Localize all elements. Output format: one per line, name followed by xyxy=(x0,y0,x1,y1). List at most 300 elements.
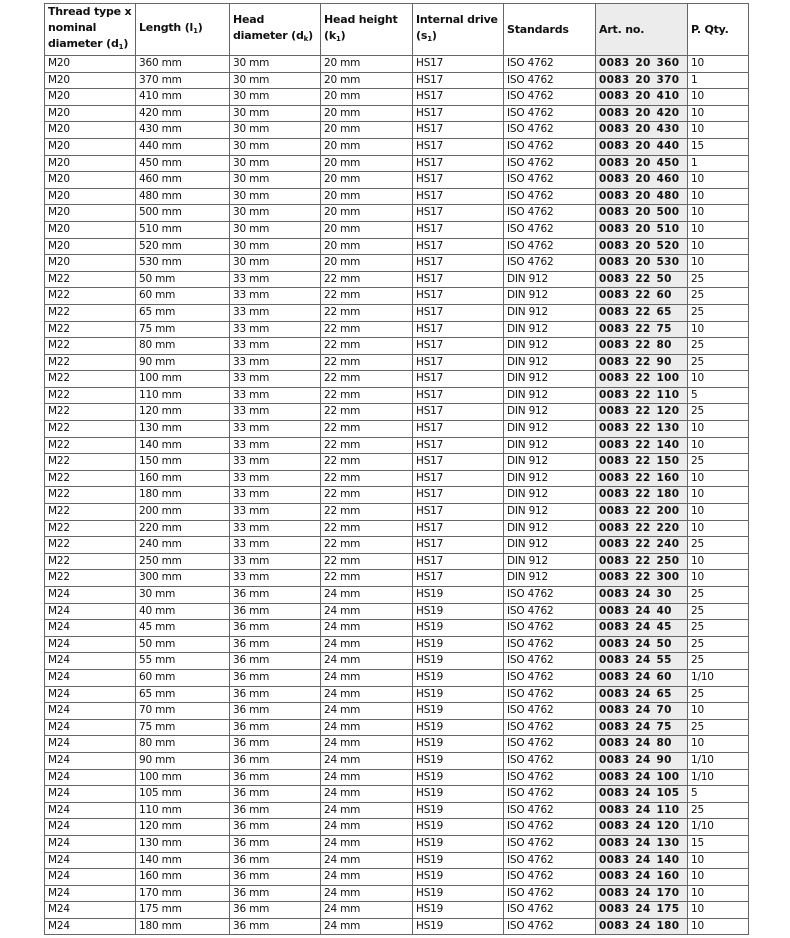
pack-qty-cell: 10 xyxy=(688,885,749,902)
internal-drive-cell: HS17 xyxy=(413,205,504,222)
header-label: Length (l xyxy=(139,21,194,34)
internal-drive-cell: HS19 xyxy=(413,869,504,886)
standards-cell: ISO 4762 xyxy=(504,902,596,919)
table-row xyxy=(45,686,749,703)
head-diameter-cell: 36 mm xyxy=(230,802,321,819)
head-diameter-cell: 30 mm xyxy=(230,155,321,172)
head-diameter-cell: 30 mm xyxy=(230,138,321,155)
thread-type-cell: M24 xyxy=(45,620,136,637)
thread-type-cell: M22 xyxy=(45,321,136,338)
standards-cell: DIN 912 xyxy=(504,553,596,570)
thread-type-cell: M24 xyxy=(45,736,136,753)
pack-qty-cell: 25 xyxy=(688,653,749,670)
head-height-cell: 22 mm xyxy=(321,288,413,305)
thread-type-cell: M24 xyxy=(45,902,136,919)
head-height-cell: 24 mm xyxy=(321,587,413,604)
standards-cell: ISO 4762 xyxy=(504,819,596,836)
length-cell: 370 mm xyxy=(136,72,230,89)
head-height-cell: 24 mm xyxy=(321,885,413,902)
pack-qty-cell: 1/10 xyxy=(688,669,749,686)
table-row xyxy=(45,852,749,869)
pack-qty-cell: 25 xyxy=(688,686,749,703)
head-height-cell: 20 mm xyxy=(321,172,413,189)
standards-cell: ISO 4762 xyxy=(504,122,596,139)
pack-qty-cell: 10 xyxy=(688,504,749,521)
head-height-cell: 24 mm xyxy=(321,620,413,637)
table-row xyxy=(45,504,749,521)
standards-cell: ISO 4762 xyxy=(504,238,596,255)
art-no-cell: 0083 24 105 xyxy=(596,786,688,803)
standards-cell: ISO 4762 xyxy=(504,221,596,238)
head-diameter-cell: 33 mm xyxy=(230,553,321,570)
head-height-cell: 24 mm xyxy=(321,603,413,620)
standards-cell: DIN 912 xyxy=(504,371,596,388)
standards-cell: ISO 4762 xyxy=(504,869,596,886)
length-cell: 450 mm xyxy=(136,155,230,172)
internal-drive-cell: HS19 xyxy=(413,587,504,604)
head-diameter-cell: 33 mm xyxy=(230,570,321,587)
head-height-cell: 22 mm xyxy=(321,537,413,554)
table-row xyxy=(45,769,749,786)
pack-qty-cell: 25 xyxy=(688,354,749,371)
art-no-cell: 0083 22 90 xyxy=(596,354,688,371)
art-no-cell: 0083 22 220 xyxy=(596,520,688,537)
thread-type-cell: M24 xyxy=(45,752,136,769)
length-cell: 45 mm xyxy=(136,620,230,637)
pack-qty-cell: 10 xyxy=(688,487,749,504)
thread-type-cell: M24 xyxy=(45,719,136,736)
standards-cell: DIN 912 xyxy=(504,487,596,504)
head-diameter-cell: 36 mm xyxy=(230,653,321,670)
head-diameter-cell: 33 mm xyxy=(230,321,321,338)
art-no-cell: 0083 24 45 xyxy=(596,620,688,637)
head-height-cell: 20 mm xyxy=(321,188,413,205)
internal-drive-cell: HS17 xyxy=(413,537,504,554)
head-diameter-cell: 30 mm xyxy=(230,72,321,89)
art-no-cell: 0083 20 410 xyxy=(596,89,688,106)
art-no-cell: 0083 22 160 xyxy=(596,470,688,487)
length-cell: 420 mm xyxy=(136,105,230,122)
thread-type-cell: M24 xyxy=(45,918,136,935)
head-diameter-cell: 36 mm xyxy=(230,669,321,686)
header-subscript: k xyxy=(303,35,309,43)
art-no-cell: 0083 24 175 xyxy=(596,902,688,919)
head-height-cell: 20 mm xyxy=(321,138,413,155)
length-cell: 500 mm xyxy=(136,205,230,222)
internal-drive-cell: HS19 xyxy=(413,653,504,670)
internal-drive-cell: HS17 xyxy=(413,172,504,189)
head-height-cell: 22 mm xyxy=(321,421,413,438)
art-no-cell: 0083 20 360 xyxy=(596,56,688,73)
internal-drive-cell: HS17 xyxy=(413,520,504,537)
table-row xyxy=(45,902,749,919)
header-suffix: ) xyxy=(123,37,129,50)
length-cell: 50 mm xyxy=(136,636,230,653)
internal-drive-cell: HS19 xyxy=(413,852,504,869)
head-height-cell: 24 mm xyxy=(321,869,413,886)
length-cell: 50 mm xyxy=(136,271,230,288)
internal-drive-cell: HS19 xyxy=(413,769,504,786)
thread-type-cell: M22 xyxy=(45,454,136,471)
pack-qty-cell: 10 xyxy=(688,852,749,869)
standards-cell: ISO 4762 xyxy=(504,56,596,73)
table-row xyxy=(45,553,749,570)
standards-cell: ISO 4762 xyxy=(504,719,596,736)
thread-type-cell: M20 xyxy=(45,238,136,255)
head-diameter-cell: 33 mm xyxy=(230,470,321,487)
head-diameter-cell: 33 mm xyxy=(230,421,321,438)
length-cell: 430 mm xyxy=(136,122,230,139)
length-cell: 90 mm xyxy=(136,752,230,769)
standards-cell: DIN 912 xyxy=(504,570,596,587)
internal-drive-cell: HS19 xyxy=(413,802,504,819)
internal-drive-cell: HS17 xyxy=(413,72,504,89)
head-height-cell: 20 mm xyxy=(321,72,413,89)
thread-type-cell: M20 xyxy=(45,89,136,106)
pack-qty-cell: 25 xyxy=(688,271,749,288)
table-row xyxy=(45,354,749,371)
header-internal-drive xyxy=(413,4,504,56)
standards-cell: ISO 4762 xyxy=(504,835,596,852)
length-cell: 105 mm xyxy=(136,786,230,803)
head-diameter-cell: 33 mm xyxy=(230,537,321,554)
length-cell: 150 mm xyxy=(136,454,230,471)
table-row xyxy=(45,454,749,471)
art-no-cell: 0083 22 65 xyxy=(596,304,688,321)
thread-type-cell: M24 xyxy=(45,852,136,869)
internal-drive-cell: HS17 xyxy=(413,288,504,305)
art-no-cell: 0083 22 110 xyxy=(596,387,688,404)
table-row xyxy=(45,918,749,935)
table-row xyxy=(45,221,749,238)
art-no-cell: 0083 20 430 xyxy=(596,122,688,139)
header-suffix: ) xyxy=(431,29,437,42)
thread-type-cell: M22 xyxy=(45,553,136,570)
length-cell: 530 mm xyxy=(136,255,230,272)
head-diameter-cell: 36 mm xyxy=(230,835,321,852)
table-row xyxy=(45,404,749,421)
standards-cell: ISO 4762 xyxy=(504,686,596,703)
internal-drive-cell: HS17 xyxy=(413,89,504,106)
art-no-cell: 0083 24 40 xyxy=(596,603,688,620)
length-cell: 175 mm xyxy=(136,902,230,919)
table-row xyxy=(45,669,749,686)
length-cell: 160 mm xyxy=(136,869,230,886)
standards-cell: ISO 4762 xyxy=(504,172,596,189)
head-diameter-cell: 30 mm xyxy=(230,205,321,222)
internal-drive-cell: HS17 xyxy=(413,188,504,205)
head-diameter-cell: 30 mm xyxy=(230,122,321,139)
table-row xyxy=(45,537,749,554)
head-height-cell: 20 mm xyxy=(321,155,413,172)
standards-cell: DIN 912 xyxy=(504,271,596,288)
head-diameter-cell: 33 mm xyxy=(230,338,321,355)
header-row xyxy=(45,4,749,56)
header-suffix: ) xyxy=(197,21,203,34)
standards-cell: DIN 912 xyxy=(504,288,596,305)
thread-type-cell: M20 xyxy=(45,72,136,89)
art-no-cell: 0083 22 140 xyxy=(596,437,688,454)
art-no-cell: 0083 24 90 xyxy=(596,752,688,769)
header-length xyxy=(136,4,230,56)
pack-qty-cell: 10 xyxy=(688,470,749,487)
head-diameter-cell: 30 mm xyxy=(230,238,321,255)
pack-qty-cell: 10 xyxy=(688,238,749,255)
head-height-cell: 22 mm xyxy=(321,387,413,404)
pack-qty-cell: 25 xyxy=(688,404,749,421)
thread-type-cell: M20 xyxy=(45,105,136,122)
head-height-cell: 24 mm xyxy=(321,636,413,653)
thread-type-cell: M22 xyxy=(45,271,136,288)
internal-drive-cell: HS17 xyxy=(413,122,504,139)
head-height-cell: 24 mm xyxy=(321,703,413,720)
pack-qty-cell: 25 xyxy=(688,636,749,653)
length-cell: 200 mm xyxy=(136,504,230,521)
length-cell: 160 mm xyxy=(136,470,230,487)
internal-drive-cell: HS19 xyxy=(413,620,504,637)
length-cell: 510 mm xyxy=(136,221,230,238)
header-art-no xyxy=(596,4,688,56)
pack-qty-cell: 10 xyxy=(688,736,749,753)
header-label: P. Qty. xyxy=(691,22,729,36)
head-diameter-cell: 36 mm xyxy=(230,918,321,935)
head-height-cell: 22 mm xyxy=(321,404,413,421)
pack-qty-cell: 25 xyxy=(688,603,749,620)
table-row xyxy=(45,255,749,272)
thread-type-cell: M22 xyxy=(45,570,136,587)
length-cell: 80 mm xyxy=(136,338,230,355)
pack-qty-cell: 10 xyxy=(688,188,749,205)
pack-qty-cell: 10 xyxy=(688,553,749,570)
internal-drive-cell: HS17 xyxy=(413,238,504,255)
head-diameter-cell: 36 mm xyxy=(230,603,321,620)
table-row xyxy=(45,89,749,106)
thread-type-cell: M22 xyxy=(45,487,136,504)
table-row xyxy=(45,387,749,404)
thread-type-cell: M20 xyxy=(45,155,136,172)
table-row xyxy=(45,105,749,122)
thread-type-cell: M20 xyxy=(45,255,136,272)
length-cell: 220 mm xyxy=(136,520,230,537)
standards-cell: ISO 4762 xyxy=(504,587,596,604)
standards-cell: DIN 912 xyxy=(504,437,596,454)
head-height-cell: 20 mm xyxy=(321,221,413,238)
art-no-cell: 0083 24 170 xyxy=(596,885,688,902)
pack-qty-cell: 10 xyxy=(688,869,749,886)
internal-drive-cell: HS17 xyxy=(413,354,504,371)
length-cell: 520 mm xyxy=(136,238,230,255)
thread-type-cell: M24 xyxy=(45,653,136,670)
length-cell: 180 mm xyxy=(136,918,230,935)
head-diameter-cell: 33 mm xyxy=(230,404,321,421)
art-no-cell: 0083 20 530 xyxy=(596,255,688,272)
thread-type-cell: M24 xyxy=(45,686,136,703)
thread-type-cell: M22 xyxy=(45,504,136,521)
table-row xyxy=(45,288,749,305)
length-cell: 120 mm xyxy=(136,819,230,836)
head-diameter-cell: 30 mm xyxy=(230,188,321,205)
head-height-cell: 22 mm xyxy=(321,553,413,570)
art-no-cell: 0083 20 510 xyxy=(596,221,688,238)
length-cell: 30 mm xyxy=(136,587,230,604)
table-row xyxy=(45,869,749,886)
head-diameter-cell: 36 mm xyxy=(230,852,321,869)
pack-qty-cell: 5 xyxy=(688,786,749,803)
head-diameter-cell: 33 mm xyxy=(230,371,321,388)
length-cell: 130 mm xyxy=(136,421,230,438)
header-suffix: ) xyxy=(340,29,346,42)
thread-type-cell: M22 xyxy=(45,437,136,454)
head-height-cell: 22 mm xyxy=(321,321,413,338)
table-row xyxy=(45,72,749,89)
internal-drive-cell: HS17 xyxy=(413,553,504,570)
pack-qty-cell: 10 xyxy=(688,205,749,222)
art-no-cell: 0083 22 180 xyxy=(596,487,688,504)
table-row xyxy=(45,338,749,355)
length-cell: 80 mm xyxy=(136,736,230,753)
head-diameter-cell: 30 mm xyxy=(230,172,321,189)
head-height-cell: 22 mm xyxy=(321,354,413,371)
art-no-cell: 0083 22 75 xyxy=(596,321,688,338)
head-height-cell: 22 mm xyxy=(321,520,413,537)
pack-qty-cell: 25 xyxy=(688,288,749,305)
internal-drive-cell: HS19 xyxy=(413,686,504,703)
art-no-cell: 0083 20 500 xyxy=(596,205,688,222)
length-cell: 110 mm xyxy=(136,387,230,404)
pack-qty-cell: 1 xyxy=(688,155,749,172)
length-cell: 65 mm xyxy=(136,686,230,703)
pack-qty-cell: 1/10 xyxy=(688,752,749,769)
art-no-cell: 0083 22 130 xyxy=(596,421,688,438)
head-height-cell: 24 mm xyxy=(321,669,413,686)
pack-qty-cell: 1/10 xyxy=(688,769,749,786)
art-no-cell: 0083 24 60 xyxy=(596,669,688,686)
header-subscript: 1 xyxy=(427,35,432,43)
head-diameter-cell: 30 mm xyxy=(230,255,321,272)
head-diameter-cell: 36 mm xyxy=(230,736,321,753)
art-no-cell: 0083 20 420 xyxy=(596,105,688,122)
art-no-cell: 0083 22 150 xyxy=(596,454,688,471)
pack-qty-cell: 10 xyxy=(688,918,749,935)
internal-drive-cell: HS19 xyxy=(413,719,504,736)
art-no-cell: 0083 24 75 xyxy=(596,719,688,736)
standards-cell: ISO 4762 xyxy=(504,72,596,89)
length-cell: 90 mm xyxy=(136,354,230,371)
head-height-cell: 24 mm xyxy=(321,852,413,869)
length-cell: 60 mm xyxy=(136,669,230,686)
internal-drive-cell: HS19 xyxy=(413,603,504,620)
pack-qty-cell: 10 xyxy=(688,255,749,272)
pack-qty-cell: 10 xyxy=(688,703,749,720)
standards-cell: ISO 4762 xyxy=(504,89,596,106)
table-row xyxy=(45,603,749,620)
table-row xyxy=(45,321,749,338)
head-diameter-cell: 36 mm xyxy=(230,869,321,886)
art-no-cell: 0083 22 240 xyxy=(596,537,688,554)
table-row xyxy=(45,802,749,819)
pack-qty-cell: 10 xyxy=(688,520,749,537)
pack-qty-cell: 25 xyxy=(688,338,749,355)
pack-qty-cell: 25 xyxy=(688,454,749,471)
pack-qty-cell: 25 xyxy=(688,802,749,819)
pack-qty-cell: 10 xyxy=(688,371,749,388)
standards-cell: ISO 4762 xyxy=(504,188,596,205)
internal-drive-cell: HS17 xyxy=(413,221,504,238)
head-diameter-cell: 30 mm xyxy=(230,221,321,238)
pack-qty-cell: 15 xyxy=(688,138,749,155)
header-subscript: 1 xyxy=(335,35,341,43)
art-no-cell: 0083 24 70 xyxy=(596,703,688,720)
table-row xyxy=(45,56,749,73)
art-no-cell: 0083 20 440 xyxy=(596,138,688,155)
table-row xyxy=(45,570,749,587)
head-height-cell: 22 mm xyxy=(321,504,413,521)
table-row xyxy=(45,437,749,454)
thread-type-cell: M20 xyxy=(45,138,136,155)
head-height-cell: 22 mm xyxy=(321,437,413,454)
art-no-cell: 0083 24 50 xyxy=(596,636,688,653)
internal-drive-cell: HS17 xyxy=(413,437,504,454)
art-no-cell: 0083 24 110 xyxy=(596,802,688,819)
head-height-cell: 22 mm xyxy=(321,470,413,487)
standards-cell: DIN 912 xyxy=(504,304,596,321)
internal-drive-cell: HS19 xyxy=(413,885,504,902)
head-height-cell: 20 mm xyxy=(321,56,413,73)
head-diameter-cell: 36 mm xyxy=(230,786,321,803)
internal-drive-cell: HS17 xyxy=(413,271,504,288)
art-no-cell: 0083 24 130 xyxy=(596,835,688,852)
art-no-cell: 0083 22 60 xyxy=(596,288,688,305)
table-row xyxy=(45,371,749,388)
length-cell: 75 mm xyxy=(136,719,230,736)
standards-cell: ISO 4762 xyxy=(504,653,596,670)
internal-drive-cell: HS19 xyxy=(413,636,504,653)
thread-type-cell: M24 xyxy=(45,786,136,803)
length-cell: 460 mm xyxy=(136,172,230,189)
table-row xyxy=(45,520,749,537)
thread-type-cell: M24 xyxy=(45,669,136,686)
art-no-cell: 0083 24 140 xyxy=(596,852,688,869)
standards-cell: DIN 912 xyxy=(504,470,596,487)
pack-qty-cell: 10 xyxy=(688,437,749,454)
pack-qty-cell: 10 xyxy=(688,89,749,106)
thread-type-cell: M24 xyxy=(45,802,136,819)
head-height-cell: 22 mm xyxy=(321,271,413,288)
head-diameter-cell: 36 mm xyxy=(230,686,321,703)
length-cell: 55 mm xyxy=(136,653,230,670)
thread-type-cell: M24 xyxy=(45,636,136,653)
standards-cell: DIN 912 xyxy=(504,504,596,521)
internal-drive-cell: HS17 xyxy=(413,387,504,404)
header-subscript: 1 xyxy=(118,43,124,51)
head-height-cell: 24 mm xyxy=(321,653,413,670)
table-row xyxy=(45,238,749,255)
head-diameter-cell: 33 mm xyxy=(230,387,321,404)
pack-qty-cell: 5 xyxy=(688,387,749,404)
length-cell: 40 mm xyxy=(136,603,230,620)
length-cell: 130 mm xyxy=(136,835,230,852)
length-cell: 360 mm xyxy=(136,56,230,73)
standards-cell: ISO 4762 xyxy=(504,769,596,786)
head-diameter-cell: 33 mm xyxy=(230,288,321,305)
thread-type-cell: M22 xyxy=(45,470,136,487)
head-diameter-cell: 30 mm xyxy=(230,89,321,106)
thread-type-cell: M22 xyxy=(45,421,136,438)
header-label: Head diameter (d xyxy=(233,13,304,42)
pack-qty-cell: 15 xyxy=(688,835,749,852)
thread-type-cell: M20 xyxy=(45,56,136,73)
thread-type-cell: M22 xyxy=(45,404,136,421)
